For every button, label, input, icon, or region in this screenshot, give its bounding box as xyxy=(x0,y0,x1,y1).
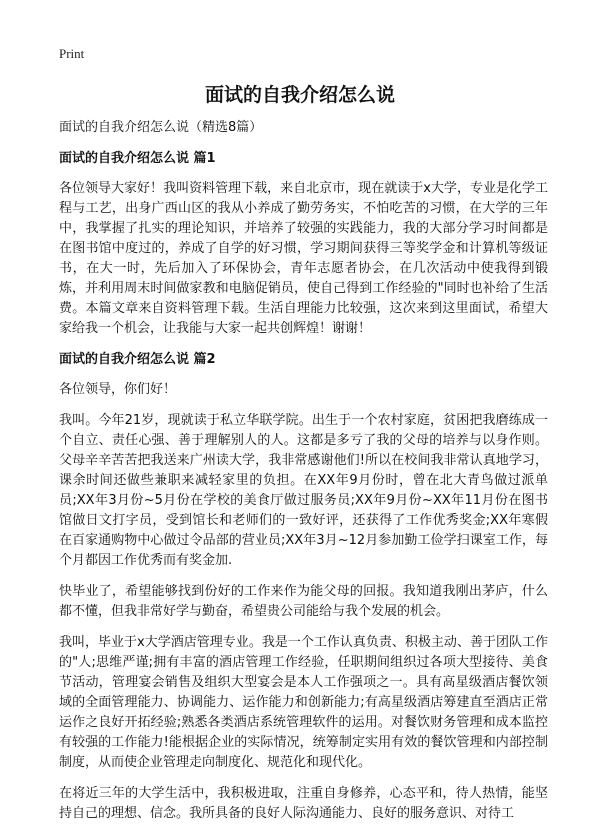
article-body xyxy=(59,118,548,835)
page-title: 面试的自我介绍怎么说 xyxy=(204,84,395,106)
section-2-paragraph-1: 我叫。今年21岁，现就读于私立华联学院。出生于一个农村家庭，贫困把我磨练成一个自立、责任心强、善于理解别人的人。这都是多亏了我的父母的培养与以身作则。父母辛辛苦苦把我送来广州读大学，我非常感谢他们!所以在校间我非常认真地学习，课余时间还做些兼职来减轻家里的负担。在XX年9月份时，曾在北大青鸟做过派单员;XX年3月份~5月份在学校的美食厅做过服务员;XX年9月份~XX年11月份在图书馆做日文打字员，受到馆长和老师们的一致好评，还获得了工作优秀奖金;XX年寒假在百家通购物中心做过令品部的营业员;XX年3月~12月参加勤工俭学扫课室工作，每个月都因工作优秀而有奖金加. xyxy=(59,413,548,568)
section-2-paragraph-3: 我叫，毕业于x大学酒店管理专业。我是一个工作认真负责、积极主动、善于团队工作的"人;思维严谨;拥有丰富的酒店管理工作经验，任职期间组织过各项大型接待、美食节活动，管理宴会销售及组织大型宴会是本人工作强项之一。具有高星级酒店餐饮领域的全面管理能力、协调能力、运作能力和创新能力;有高星级酒店筹建直至酒店正常运作之良好开拓经验;熟悉各类酒店系统管理软件的运用。对餐饮财务管理和成本监控有较强的工作能力!能根据企业的实际情况，统筹制定实用有效的餐饮管理和内部控制制度，从而使企业管理走向制度化、规范化和现代化。 xyxy=(59,635,548,770)
section-2-greeting: 各位领导，你们好！ xyxy=(59,382,177,397)
section-heading-1: 面试的自我介绍怎么说 篇1 xyxy=(59,151,216,166)
print-link[interactable]: Print xyxy=(59,46,85,61)
section-heading-2: 面试的自我介绍怎么说 篇2 xyxy=(59,352,216,367)
section-2-paragraph-4: 在将近三年的大学生活中，我积极进取，注重自身修养，心态平和，待人热情，能坚持自己的理想、信念。我所具备的良好人际沟通能力、良好的服务意识、对待工 xyxy=(59,786,548,821)
section-2-paragraph-2: 快毕业了，希望能够找到份好的工作来作为能父母的回报。我知道我刚出茅庐，什么都不懂，但我非常好学与勤奋，希望贵公司能给与我个发展的机会。 xyxy=(59,584,548,619)
section-1-paragraph-1: 各位领导大家好！我叫资料管理下载，来自北京市，现在就读于x大学，专业是化学工程与工艺，出身广西山区的我从小养成了勤劳务实，不怕吃苦的习惯，在大学的三年中，我掌握了扎实的理论知识，并培养了较强的实践能力，我的大部分学习时间都是在图书馆中度过的，养成了自学的好习惯，学习期间获得三等奖学金和计算机等级证书，在大一时，先后加入了环保协会，青年志愿者协会，在几次活动中使我得到锻炼，并利用周末时间做家教和电脑促销员，使自己得到工作经验的"同时也补给了生活费。本篇文章来自资料管理下载。生活自理能力比较强，这次来到这里面试，希望大家给我一个机会，让我能与大家一起共创辉煌！谢谢！ xyxy=(59,181,548,336)
article-subtitle: 面试的自我介绍怎么说（精选8篇） xyxy=(59,120,263,135)
